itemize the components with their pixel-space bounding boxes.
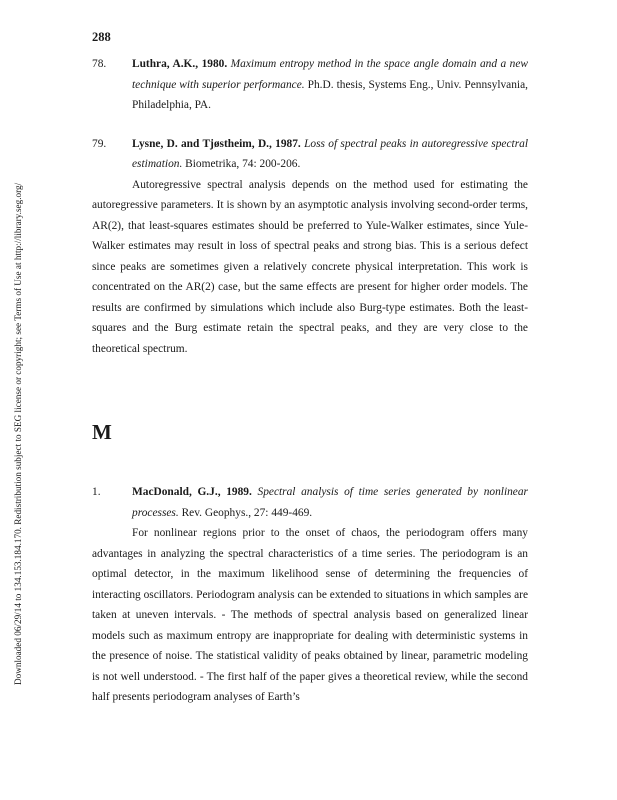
reference-citation [132, 482, 528, 523]
reference-source: Rev. Geophys., 27: 449-469. [181, 506, 313, 519]
reference-number: 79. [92, 137, 107, 150]
reference-citation [132, 134, 528, 175]
page-content [92, 54, 528, 708]
page-number: 288 [92, 30, 111, 44]
download-notice: Downloaded 06/29/14 to 134.153.184.170. Redistribution subject to SEG license or copyright; see Terms of Use at http://library.seg.org/ [13, 182, 23, 685]
reference-abstract: For nonlinear regions prior to the onset of chaos, the periodogram offers many advantages in analyzing the spectral characteristics of a time series. The periodogram is an optimal detector, in the maximum likelihood sense of determining the frequencies of interacting oscillators. Periodogram analysis can be extended to situations in which samples are taken at uneven intervals. - The methods of spectral analysis based on generalized linear models such as maximum entropy are inappropriate for dealing with deterministic systems in the presence of noise. The statistical validity of peaks obtained by linear, parametric modeling is not well understood. - The first half of the paper gives a theoretical review, while the second half presents periodogram analyses of Earth’s [92, 527, 528, 703]
reference-authors: Luthra, A.K., 1980. [132, 58, 228, 70]
reference-number: 78. [92, 58, 107, 70]
reference-title: Maximum entropy method in the space angle domain and a new technique with superior performance. [132, 58, 528, 91]
reference-abstract: Autoregressive spectral analysis depends on the method used for estimating the autoregressive parameters. It is shown by an asymptotic analysis involving second-order terms, AR(2), that least-squares estimates should be preferred to Yule-Walker estimates, since Yule-Walker estimates may result in loss of spectral peaks and strong bias. This is a serious defect since peaks are sometimes given a relatively concrete physical interpretation. This work is concentrated on the AR(2) case, but the same effects are present for higher order models. The results are confirmed by simulations which include also Burg-type estimates. Both the least-squares and the Burg estimate retain the spectral peaks, and they are very close to the theoretical spectrum. [92, 178, 528, 355]
reference-entry [92, 134, 528, 175]
reference-authors: Lysne, D. and Tjøstheim, D., 1987. [132, 137, 301, 150]
reference-authors: MacDonald, G.J., 1989. [132, 486, 252, 498]
reference-entry [92, 54, 528, 116]
section-letter-heading: M [92, 420, 112, 444]
reference-title: Loss of spectral peaks in autoregressive spectral estimation. [132, 137, 528, 170]
reference-source: Biometrika, 74: 200-206. [185, 158, 301, 170]
reference-source: Ph.D. thesis, Systems Eng., Univ. Pennsylvania, Philadelphia, PA. [132, 78, 528, 111]
reference-entry [92, 482, 528, 523]
reference-citation [132, 54, 528, 116]
reference-number: 1. [92, 486, 101, 498]
reference-title: Spectral analysis of time series generated by nonlinear processes. [132, 486, 528, 519]
